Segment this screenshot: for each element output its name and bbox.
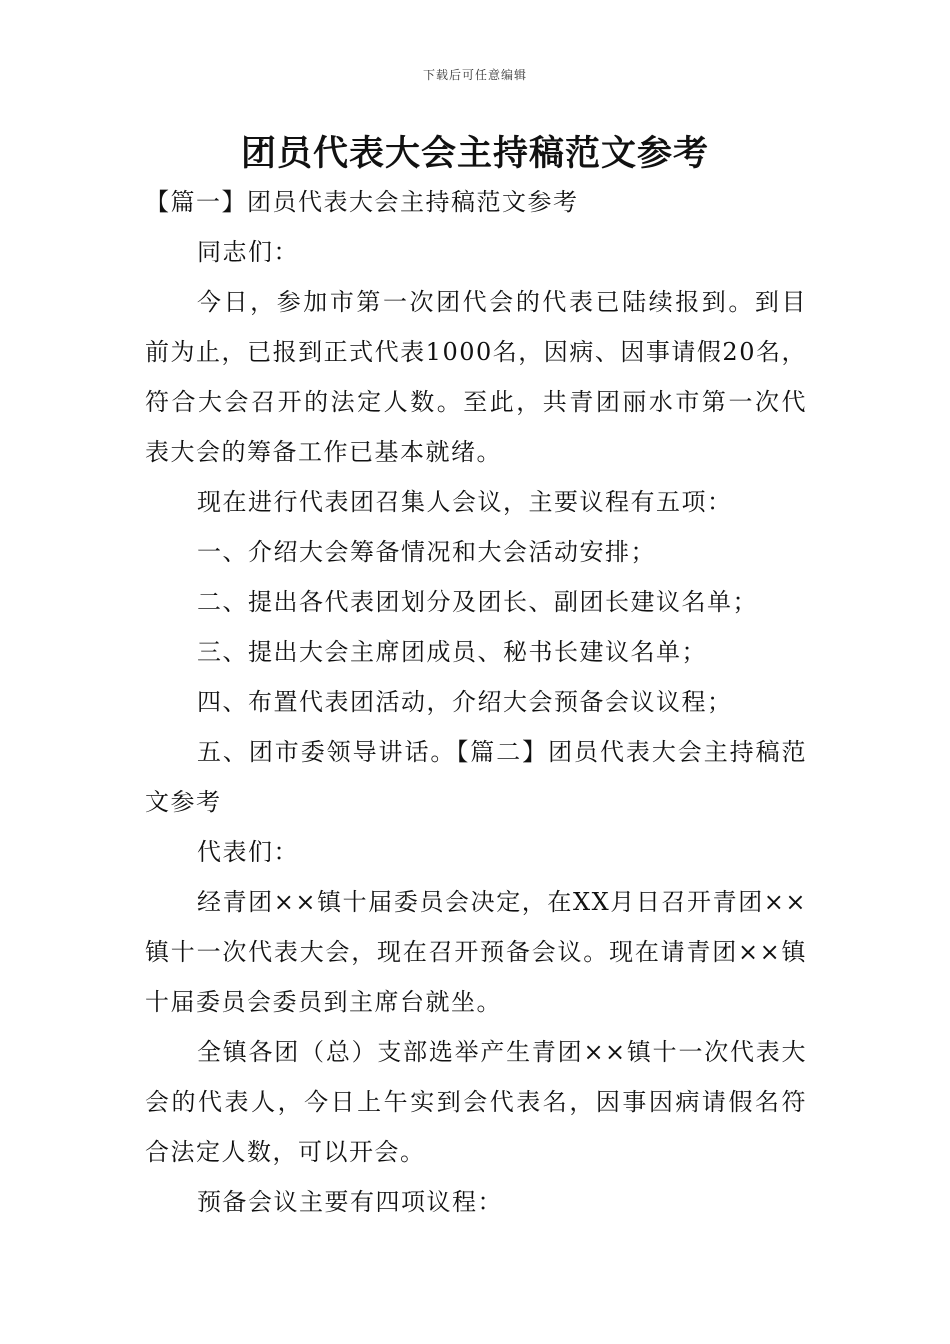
agenda-item-1: 一、介绍大会筹备情况和大会活动安排； xyxy=(197,538,656,566)
section-heading: 【篇一】团员代表大会主持稿范文参考 xyxy=(145,188,579,216)
agenda-item-2: 二、提出各代表团划分及团长、副团长建议名单； xyxy=(197,588,758,616)
paragraph-salutation-2: 代表们： xyxy=(197,838,299,866)
agenda-item-4: 四、布置代表团活动，介绍大会预备会议议程； xyxy=(197,688,733,716)
document-title: 团员代表大会主持稿范文参考 xyxy=(240,134,709,174)
paragraph-report-status: 今日，参加市第一次团代会的代表已陆续报到。到目前为止，已报到正式代表1000名，因病、因事请假20名，符合大会召开的法定人数。至此，共青团丽水市第一次代表大会的筹备工作已基本就绪。 xyxy=(145,288,807,466)
document-body xyxy=(145,177,807,1227)
paragraph-salutation-1: 同志们： xyxy=(197,238,299,266)
agenda-item-5: 五、团市委领导讲话。【篇二】团员代表大会主持稿范文参考 xyxy=(145,738,807,816)
agenda-item-3: 三、提出大会主席团成员、秘书长建议名单； xyxy=(197,638,707,666)
paragraph-agenda-intro: 现在进行代表团召集人会议，主要议程有五项： xyxy=(197,488,733,516)
paragraph-preparatory-agenda: 预备会议主要有四项议程： xyxy=(197,1188,503,1216)
header-note: 下载后可任意编辑 xyxy=(422,68,527,82)
paragraph-attendance: 全镇各团（总）支部选举产生青团××镇十一次代表大会的代表人，今日上午实到会代表名，因事因病请假名符合法定人数，可以开会。 xyxy=(145,1038,807,1166)
paragraph-meeting-decision: 经青团××镇十届委员会决定，在XX月日召开青团××镇十一次代表大会，现在召开预备会议。现在请青团××镇十届委员会委员到主席台就坐。 xyxy=(145,888,807,1016)
